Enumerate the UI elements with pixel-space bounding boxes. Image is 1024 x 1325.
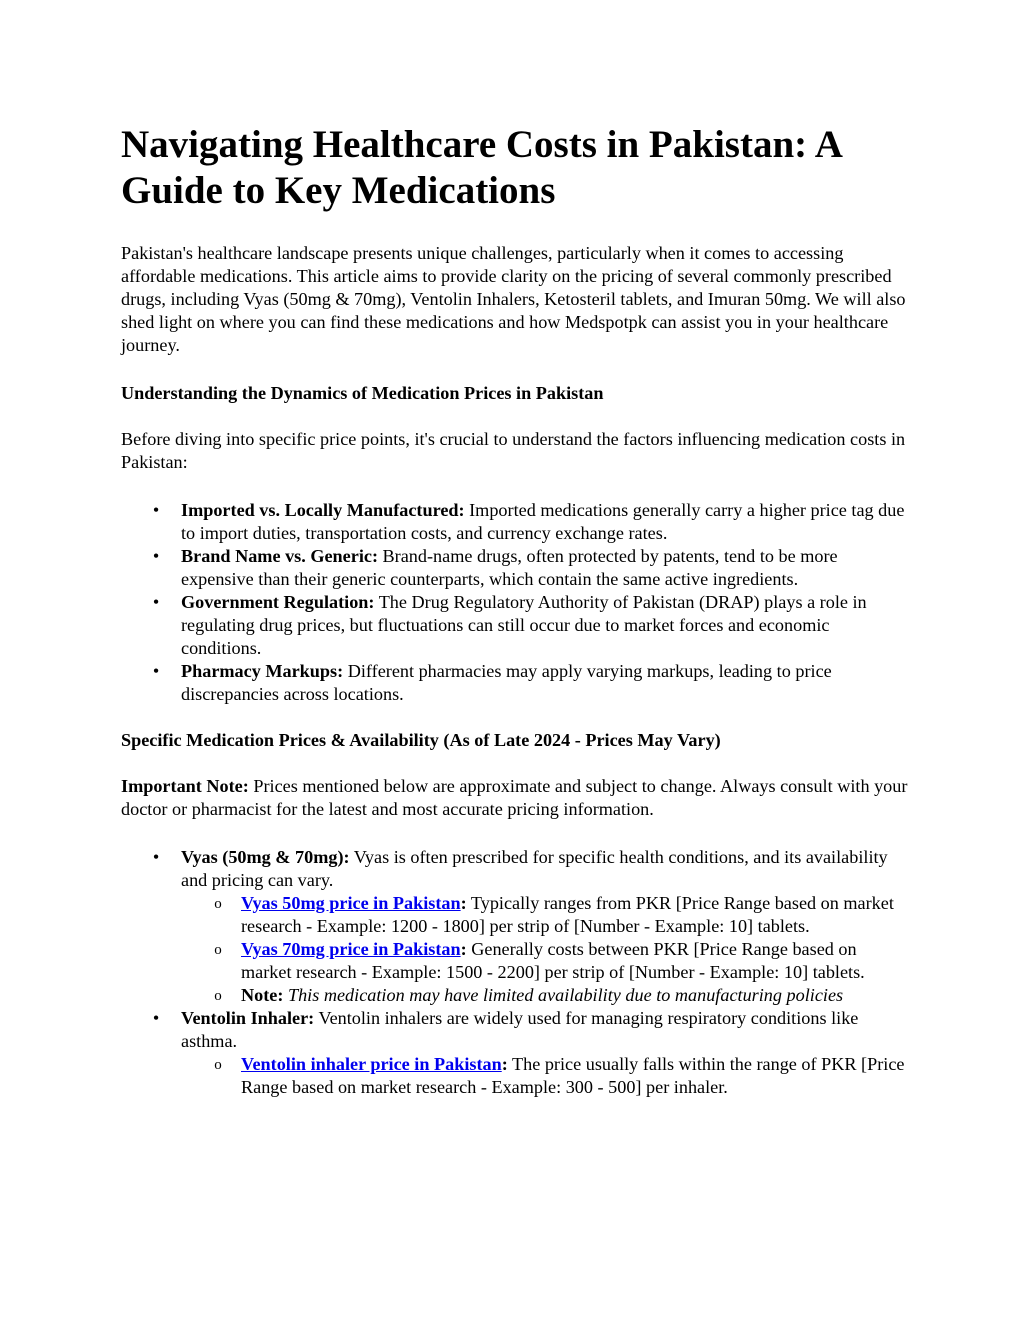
dynamics-lead-paragraph: Before diving into specific price points, it's crucial to understand the factors influencing medication costs in Pakistan: <box>121 429 906 472</box>
circle-bullet-icon: o <box>214 1057 222 1073</box>
bullet-icon: • <box>152 592 160 612</box>
price-text: The price usually falls within the range of PKR [Price Range based on market research - Example: 300 - 500] per inhaler. <box>241 1054 905 1097</box>
important-note-paragraph <box>121 775 911 821</box>
list-item-imported <box>121 499 911 545</box>
list-item-markups <box>121 660 911 706</box>
list-item-vyas <box>121 846 911 1007</box>
bullet-icon: • <box>152 847 160 867</box>
colon: : <box>460 893 467 913</box>
medication-term: Vyas (50mg & 70mg): <box>181 847 350 867</box>
vyas-50mg-price-link[interactable]: Vyas 50mg price in Pakistan <box>241 893 461 913</box>
price-text: Generally costs between PKR [Price Range based on market research - Example: 1500 - 2200] per strip of [Number - Example: 10] tablets. <box>241 939 865 982</box>
factor-term: Brand Name vs. Generic: <box>181 546 378 566</box>
price-text: Typically ranges from PKR [Price Range based on market research - Example: 1200 - 1800] per strip of [Number - Example: 10] tablets. <box>241 893 894 936</box>
sublist-item-vyas-50mg <box>181 892 911 938</box>
colon: : <box>460 939 467 959</box>
medication-term: Ventolin Inhaler: <box>181 1008 315 1028</box>
sublist-item-vyas-70mg <box>181 938 911 984</box>
bullet-icon: • <box>152 1008 160 1028</box>
sublist-item-vyas-note <box>181 984 911 1007</box>
bullet-icon: • <box>152 661 160 681</box>
note-text: This medication may have limited availability due to manufacturing policies <box>287 985 844 1005</box>
factor-text: The Drug Regulatory Authority of Pakistan (DRAP) plays a role in regulating drug prices, but fluctuations can still occur due to market forces and economic conditions. <box>181 592 867 658</box>
medication-text: Vyas is often prescribed for specific health conditions, and its availability and pricing can vary. <box>181 847 888 890</box>
factor-text: Different pharmacies may apply varying markups, leading to price discrepancies across locations. <box>181 661 832 704</box>
vyas-70mg-price-link[interactable]: Vyas 70mg price in Pakistan <box>241 939 461 959</box>
intro-paragraph: Pakistan's healthcare landscape presents unique challenges, particularly when it comes to accessing affordable medications. This article aims to provide clarity on the pricing of several commonly prescribed drugs, including Vyas (50mg & 70mg), Ventolin Inhalers, Ketosteril tablets, and Imuran 50mg. We will also shed light on where you can find these medications and how Medspotpk can assist you in your healthcare journey. <box>121 243 906 355</box>
section-heading-dynamics: Understanding the Dynamics of Medication Prices in Pakistan <box>121 383 604 403</box>
list-item-regulation <box>121 591 911 660</box>
page-title: Navigating Healthcare Costs in Pakistan: A Guide to Key Medications <box>121 123 841 212</box>
colon: : <box>501 1054 508 1074</box>
list-item-brand-generic <box>121 545 911 591</box>
vyas-sublist <box>181 892 911 1007</box>
circle-bullet-icon: o <box>214 896 222 912</box>
note-label: Note: <box>241 985 284 1005</box>
document-page <box>121 122 911 1122</box>
factor-text: Imported medications generally carry a higher price tag due to import duties, transportation costs, and currency exchange rates. <box>181 500 905 543</box>
sublist-item-ventolin-price <box>181 1053 911 1099</box>
list-item-ventolin <box>121 1007 911 1099</box>
factor-term: Pharmacy Markups: <box>181 661 344 681</box>
medications-list <box>121 846 911 1099</box>
ventolin-inhaler-price-link[interactable]: Ventolin inhaler price in Pakistan <box>241 1054 502 1074</box>
medication-text: Ventolin inhalers are widely used for managing respiratory conditions like asthma. <box>181 1008 859 1051</box>
circle-bullet-icon: o <box>214 942 222 958</box>
factor-term: Imported vs. Locally Manufactured: <box>181 500 465 520</box>
important-note-text: Prices mentioned below are approximate and subject to change. Always consult with your doctor or pharmacist for the latest and most accurate pricing information. <box>121 776 908 819</box>
bullet-icon: • <box>152 546 160 566</box>
important-note-label: Important Note: <box>121 776 249 796</box>
ventolin-sublist <box>181 1053 911 1099</box>
factor-term: Government Regulation: <box>181 592 375 612</box>
factors-list <box>121 499 911 706</box>
factor-text: Brand-name drugs, often protected by patents, tend to be more expensive than their generic counterparts, which contain the same active ingredients. <box>181 546 838 589</box>
bullet-icon: • <box>152 500 160 520</box>
circle-bullet-icon: o <box>214 988 222 1004</box>
section-heading-prices: Specific Medication Prices & Availability (As of Late 2024 - Prices May Vary) <box>121 730 721 750</box>
